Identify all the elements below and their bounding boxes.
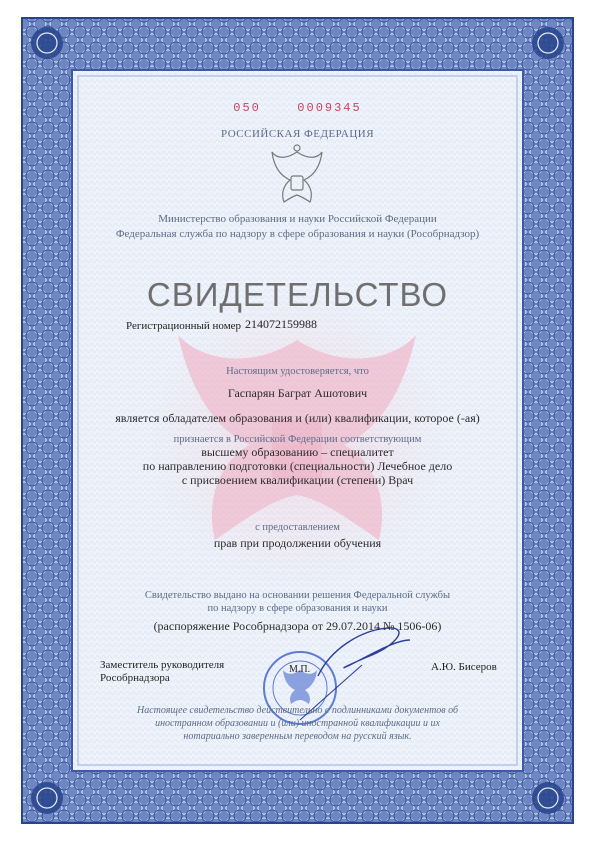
serial-series: 050: [233, 101, 261, 115]
footnote-line-3: нотариально заверенным переводом на русский язык.: [183, 731, 412, 742]
basis-line-2: по надзору в сфере образования и науки: [207, 603, 388, 614]
registration-label: Регистрационный номер: [126, 320, 242, 332]
rights-text: прав при продолжении обучения: [213, 536, 382, 550]
education-direction: по направлению подготовки (специальности) Лечебное дело: [142, 459, 453, 473]
document-title: СВИДЕТЕЛЬСТВО: [146, 276, 449, 313]
footnote-line-1: Настоящее свидетельство действительно с подлинниками документов об: [136, 705, 459, 716]
holder-statement: является обладателем образования и (или) квалификации, которое (-ая): [115, 411, 480, 425]
registration-number: 214072159988: [245, 317, 317, 331]
granting-text: с предоставлением: [255, 522, 340, 533]
footnote-line-2: иностранном образовании и (или) иностранной квалификации и их: [155, 718, 440, 729]
education-level: высшему образованию – специалитет: [201, 445, 394, 459]
holder-name: Гаспарян Баграт Ашотович: [227, 386, 368, 400]
serial-value: 0009345: [297, 101, 362, 115]
qualification: с присвоением квалификации (степени) Врач: [181, 473, 414, 487]
issuer-ministry: Министерство образования и науки Российской Федерации: [158, 213, 437, 225]
signer-position-2: Рособрнадзора: [100, 672, 170, 684]
basis-order: (распоряжение Рособрнадзора от 29.07.2014 № 1506-06): [153, 619, 442, 633]
signer-name: А.Ю. Бисеров: [431, 661, 497, 673]
issuer-service: Федеральная служба по надзору в сфере образования и науки (Рособрнадзор): [115, 228, 480, 240]
stamp-place: М.П.: [289, 664, 311, 675]
certifies-text: Настоящим удостоверяется, что: [226, 366, 369, 377]
country-name: РОССИЙСКАЯ ФЕДЕРАЦИЯ: [220, 128, 375, 140]
basis-line-1: Свидетельство выдано на основании решения Федеральной службы: [144, 590, 451, 601]
recognized-text: признается в Российской Федерации соответствующим: [173, 434, 422, 445]
serial-number: [0, 101, 595, 115]
signer-position-1: Заместитель руководителя: [100, 659, 225, 671]
